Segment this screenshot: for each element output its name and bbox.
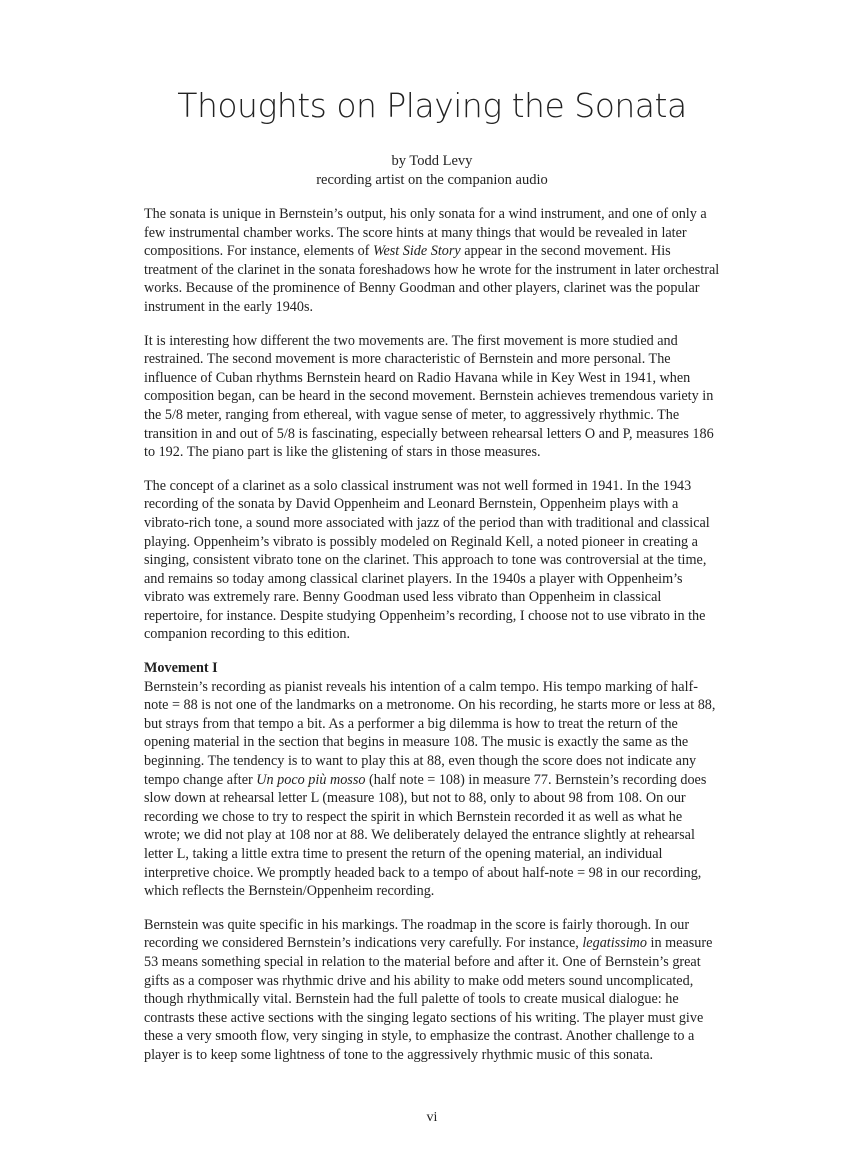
- byline-author: by Todd Levy: [391, 153, 473, 169]
- paragraph-1: [144, 205, 720, 317]
- paragraph-1-text-b: appear in the second movement. His treatment of the clarinet in the sonata foreshadows how he wrote for the instrument in later orchestral works. Because of the prominence of Benny Goodman and other players, clarinet was the popular instrument in the early 1940s.: [144, 243, 720, 315]
- paragraph-5: [144, 916, 720, 1065]
- paragraph-2: It is interesting how different the two movements are. The first movement is more studied and restrained. The second movement is more characteristic of Bernstein and more personal. The influence of Cuban rhythms Bernstein heard on Radio Havana while in Key West in 1941, when composition began, can be heard in the second movement. Bernstein achieves tremendous variety in the 5/8 meter, ranging from ethereal, with vague sense of meter, to aggressively rhythmic. The transition in and out of 5/8 is fascinating, especially between rehearsal letters O and P, measures 186 to 192. The piano part is like the glistening of stars in those measures.: [144, 332, 714, 461]
- byline-role: recording artist on the companion audio: [316, 172, 548, 188]
- paragraph-4-emphasis: Un poco più mosso: [256, 771, 366, 788]
- section-heading-movement-1: Movement I: [144, 660, 218, 677]
- byline: [0, 152, 864, 190]
- page-number: vi: [426, 1110, 438, 1125]
- page-title: Thoughts on Playing the Sonata: [177, 86, 687, 125]
- paragraph-1-text-a: The sonata is unique in Bernstein’s output, his only sonata for a wind instrument, and one of only a few instrumental chamber works. The score hints at many things that would be revealed in later compositions. For instance, elements of: [144, 206, 707, 260]
- paragraph-5-emphasis: legatissimo: [582, 935, 647, 952]
- paragraph-4-text-b: (half note = 108) in measure 77. Bernstein’s recording does slow down at rehearsal letter L (measure 108), but not to 88, only to about 98 from 108. On our recording we chose to try to respect the spirit in which Bernstein recorded it as well as what he wrote; we did not play at 108 nor at 88. We deliberately delayed the entrance slightly at rehearsal letter L, taking a little extra time to present the return of the opening material, an individual interpretive choice. We promptly headed back to a tempo of about half-note = 98 in our recording, which reflects the Bernstein/Oppenheim recording.: [144, 771, 707, 900]
- article-body: [144, 205, 720, 1080]
- paragraph-5-text-b: in measure 53 means something special in relation to the material before and after it. One of Bernstein’s great gifts as a composer was rhythmic drive and his ability to make odd meters sound uncomplicated, though rhythmically vital. Bernstein had the full palette of tools to create musical dialogue: he contrasts these active sections with the singing legato sections of his writing. The player must give these a very smooth flow, very singing in style, to emphasize the contrast. Another challenge to a player is to keep some lightness of tone to the aggressively rhythmic music of this sonata.: [144, 935, 713, 1063]
- paragraph-5-text-a: Bernstein was quite specific in his markings. The roadmap in the score is fairly thorough. In our recording we considered Bernstein’s indications very carefully. For instance,: [144, 916, 690, 952]
- paragraph-3: The concept of a clarinet as a solo classical instrument was not well formed in 1941. In the 1943 recording of the sonata by David Oppenheim and Leonard Bernstein, Oppenheim plays with a vibrato-rich tone, a sound more associated with jazz of the period than with traditional and classical playing. Oppenheim’s vibrato is possibly modeled on Reginald Kell, a noted pioneer in creating a singing, consistent vibrato tone on the clarinet. This approach to tone was controversial at the time, and remains so today among classical clarinet players. In the 1940s a player with Oppenheim’s vibrato was extremely rare. Benny Goodman used less vibrato than Oppenheim in classical repertoire, for instance. Despite studying Oppenheim’s recording, I choose not to use vibrato in the companion recording to this edition.: [144, 477, 710, 643]
- paragraph-1-emphasis: West Side Story: [372, 243, 461, 260]
- paragraph-4-text-a: Bernstein’s recording as pianist reveals his intention of a calm tempo. His tempo marking of half-note = 88 is not one of the landmarks on a metronome. On his recording, he starts more or less at 88, but strays from that tempo a bit. As a performer a big dilemma is how to treat the return of the opening material in the section that begins in measure 108. The music is exactly the same as the beginning. The tendency is to want to play this at 88, even though the score does not indicate any tempo change after: [144, 678, 716, 788]
- paragraph-4: [144, 678, 720, 901]
